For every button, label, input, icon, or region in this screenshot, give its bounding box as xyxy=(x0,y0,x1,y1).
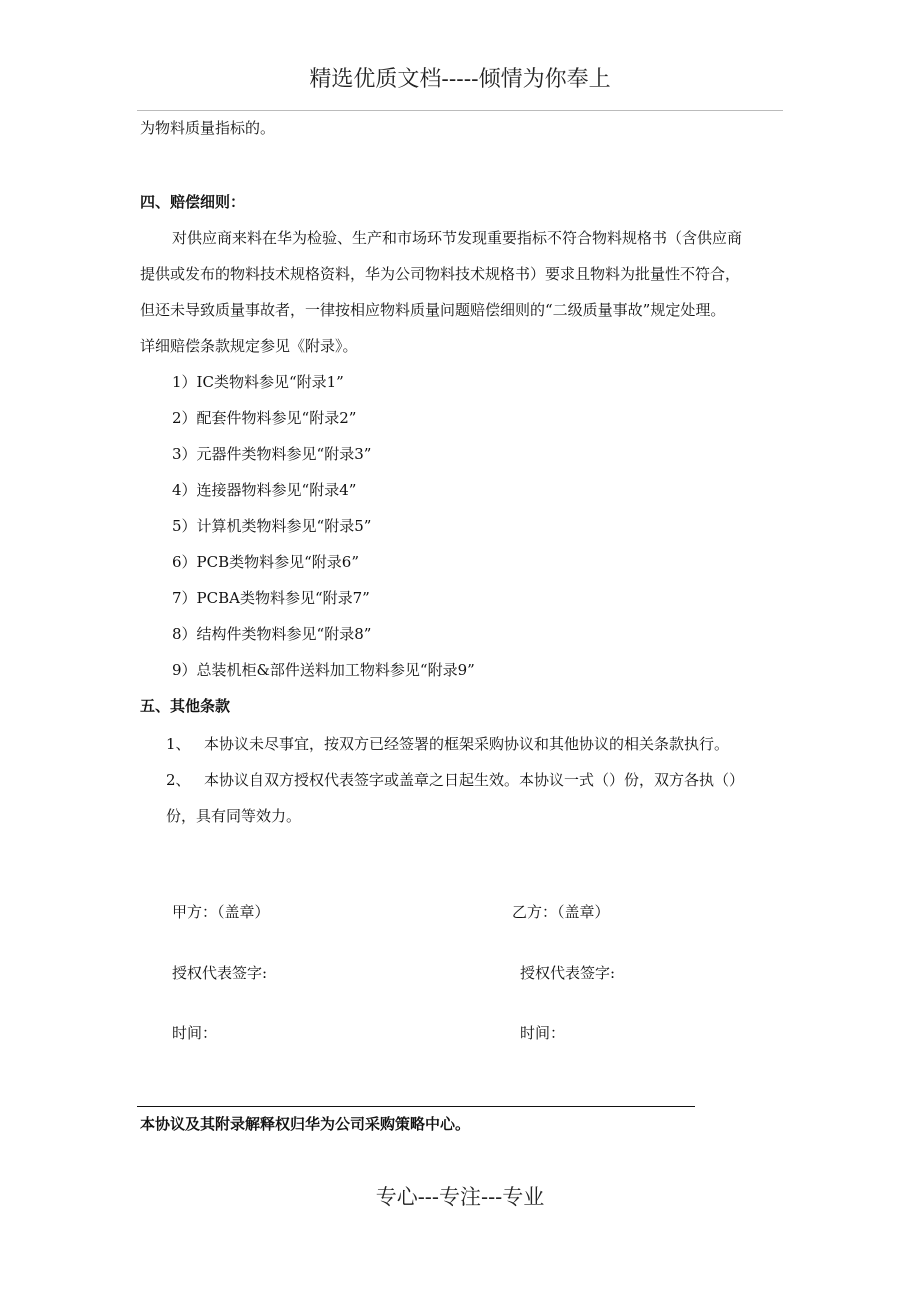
clause-text: 本协议未尽事宜，按双方已经签署的框架采购协议和其他协议的相关条款执行。 xyxy=(204,735,730,753)
section-4-paragraph-line: 但还未导致质量事故者，一律按相应物料质量问题赔偿细则的“二级质量事故”规定处理。 xyxy=(140,301,726,319)
interpretation-statement: 本协议及其附录解释权归华为公司采购策略中心。 xyxy=(140,1115,471,1133)
appendix-list-item: 9）总装机柜&部件送料加工物料参见“附录9” xyxy=(172,661,475,679)
signature-divider xyxy=(137,1106,695,1107)
continuation-text: 为物料质量指标的。 xyxy=(140,119,276,137)
section-5-heading: 五、其他条款 xyxy=(140,697,231,715)
party-a-seal-label: 甲方：（盖章） xyxy=(172,903,270,921)
party-a-time-label: 时间： xyxy=(172,1024,218,1042)
appendix-list-item: 7）PCBA类物料参见“附录7” xyxy=(172,589,370,607)
party-b-signature-label: 授权代表签字: xyxy=(520,964,616,982)
clause-number: 1、 xyxy=(166,735,191,753)
appendix-list-item: 2）配套件物料参见“附录2” xyxy=(172,409,357,427)
section-4-paragraph-line: 对供应商来料在华为检验、生产和市场环节发现重要指标不符合物料规格书（含供应商 xyxy=(172,229,743,247)
clause-text: 份，具有同等效力。 xyxy=(166,807,302,825)
appendix-list-item: 1）IC类物料参见“附录1” xyxy=(172,373,344,391)
appendix-list-item: 4）连接器物料参见“附录4” xyxy=(172,481,357,499)
header-divider xyxy=(137,110,783,111)
page-footer-title: 专心---专注---专业 xyxy=(375,1185,545,1209)
party-a-signature-label: 授权代表签字: xyxy=(172,964,268,982)
section-4-heading: 四、赔偿细则： xyxy=(140,193,246,211)
party-b-time-label: 时间： xyxy=(520,1024,566,1042)
appendix-list-item: 5）计算机类物料参见“附录5” xyxy=(172,517,372,535)
section-4-paragraph-line: 提供或发布的物料技术规格资料，华为公司物料技术规格书）要求且物料为批量性不符合， xyxy=(140,265,741,283)
section-4-paragraph-line: 详细赔偿条款规定参见《附录》。 xyxy=(140,337,358,355)
page-header-title: 精选优质文档-----倾情为你奉上 xyxy=(309,67,611,92)
appendix-list-item: 8）结构件类物料参见“附录8” xyxy=(172,625,372,643)
clause-text: 本协议自双方授权代表签字或盖章之日起生效。本协议一式（）份，双方各执（） xyxy=(204,771,745,789)
appendix-list-item: 6）PCB类物料参见“附录6” xyxy=(172,553,360,571)
party-b-seal-label: 乙方：（盖章） xyxy=(512,903,610,921)
appendix-list-item: 3）元器件类物料参见“附录3” xyxy=(172,445,372,463)
clause-number: 2、 xyxy=(166,771,191,789)
